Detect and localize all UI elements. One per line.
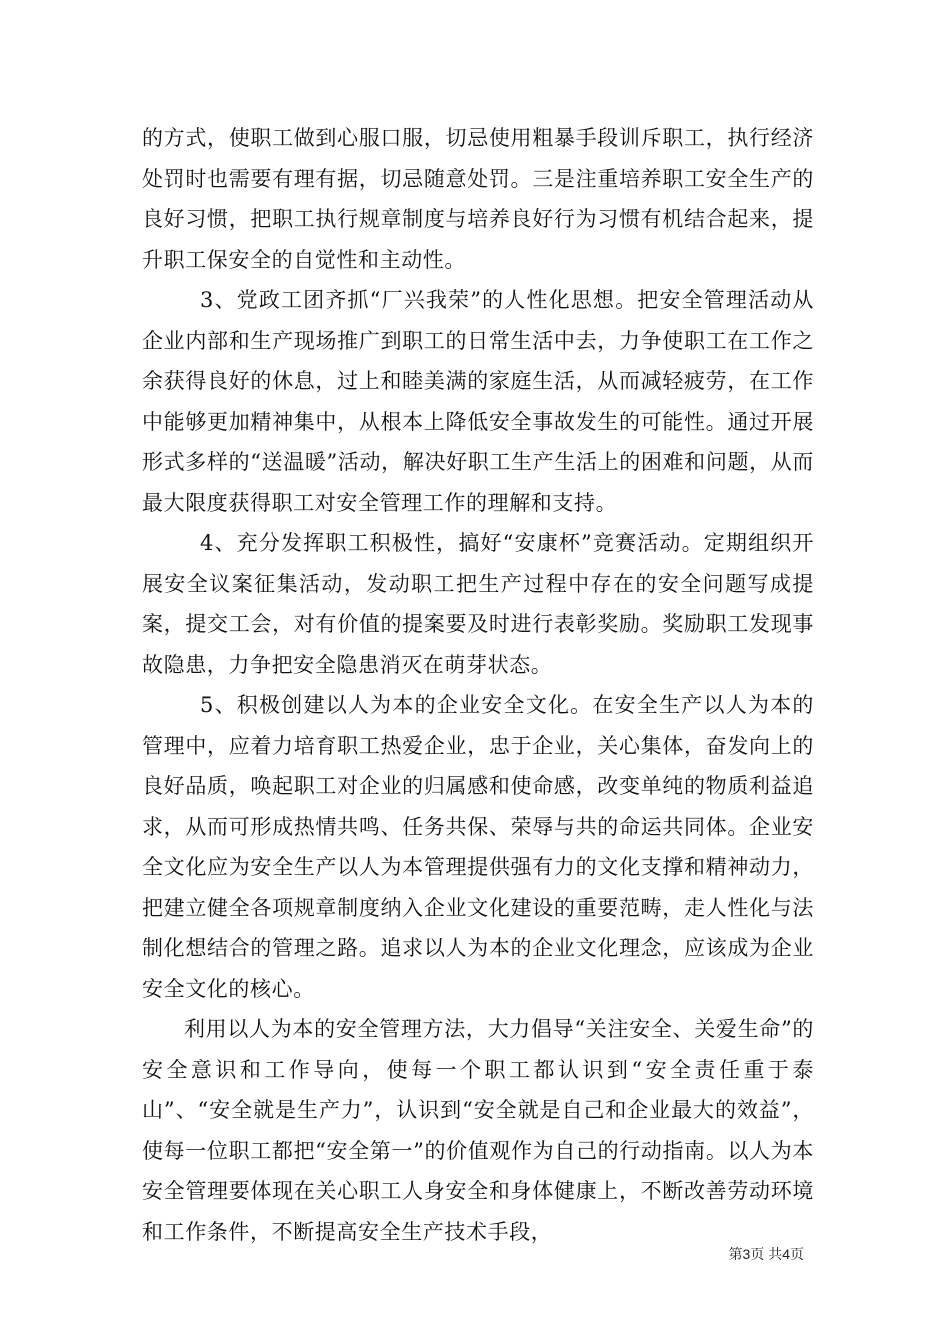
document-body xyxy=(142,118,814,1252)
paragraph-item-4: 4、充分发挥职工积极性，搞好“安康杯”竞赛活动。定期组织开展安全议案征集活动，发动职工把生产过程中存在的安全问题写成提案，提交工会，对有价值的提案要及时进行表彰奖励。奖励职工发现事故隐患，力争把安全隐患消灭在萌芽状态。 xyxy=(142,531,814,677)
paragraph-item-5: 5、积极创建以人为本的企业安全文化。在安全生产以人为本的管理中，应着力培育职工热爱企业，忠于企业，关心集体，奋发向上的良好品质，唤起职工对企业的归属感和使命感，改变单纯的物质利益追求，从而可形成热情共鸣、任务共保、荣辱与共的命运共同体。企业安全文化应为安全生产以人为本管理提供强有力的文化支撑和精神动力，把建立健全各项规章制度纳入企业文化建设的重要范畴，走人性化与法制化想结合的管理之路。追求以人为本的企业文化理念，应该成为企业安全文化的核心。 xyxy=(142,693,814,1001)
footer-current-page: 3 xyxy=(742,1246,751,1262)
paragraph-item-3: 3、党政工团齐抓“厂兴我荣”的人性化思想。把安全管理活动从企业内部和生产现场推广到职工的日常生活中去，力争使职工在工作之余获得良好的休息，过上和睦美满的家庭生活，从而减轻疲劳，在工作中能够更加精神集中，从根本上降低安全事故发生的可能性。通过开展形式多样的“送温暖”活动，解决好职工生产生活上的困难和问题，从而最大限度获得职工对安全管理工作的理解和支持。 xyxy=(142,288,814,515)
paragraph-continuation: 的方式，使职工做到心服口服，切忌使用粗暴手段训斥职工，执行经济处罚时也需要有理有据，切忌随意处罚。三是注重培养职工安全生产的良好习惯，把职工执行规章制度与培养良好行为习惯有机结合起来，提升职工保安全的自觉性和主动性。 xyxy=(142,126,814,272)
footer-middle: 页 共 xyxy=(750,1246,783,1262)
footer-total-pages: 4 xyxy=(782,1246,790,1262)
paragraph-summary: 利用以人为本的安全管理方法，大力倡导“关注安全、关爱生命”的安全意识和工作导向，使每一个职工都认识到“安全责任重于泰山”、“安全就是生产力”，认识到“安全就是自己和企业最大的效益”，使每一位职工都把“安全第一”的价值观作为自己的行动指南。以人为本安全管理要体现在关心职工人身安全和身体健康上，不断改善劳动环境和工作条件，不断提高安全生产技术手段， xyxy=(142,1017,814,1244)
footer-suffix: 页 xyxy=(790,1246,804,1262)
page-number-footer xyxy=(729,1245,804,1264)
footer-prefix: 第 xyxy=(728,1246,743,1262)
